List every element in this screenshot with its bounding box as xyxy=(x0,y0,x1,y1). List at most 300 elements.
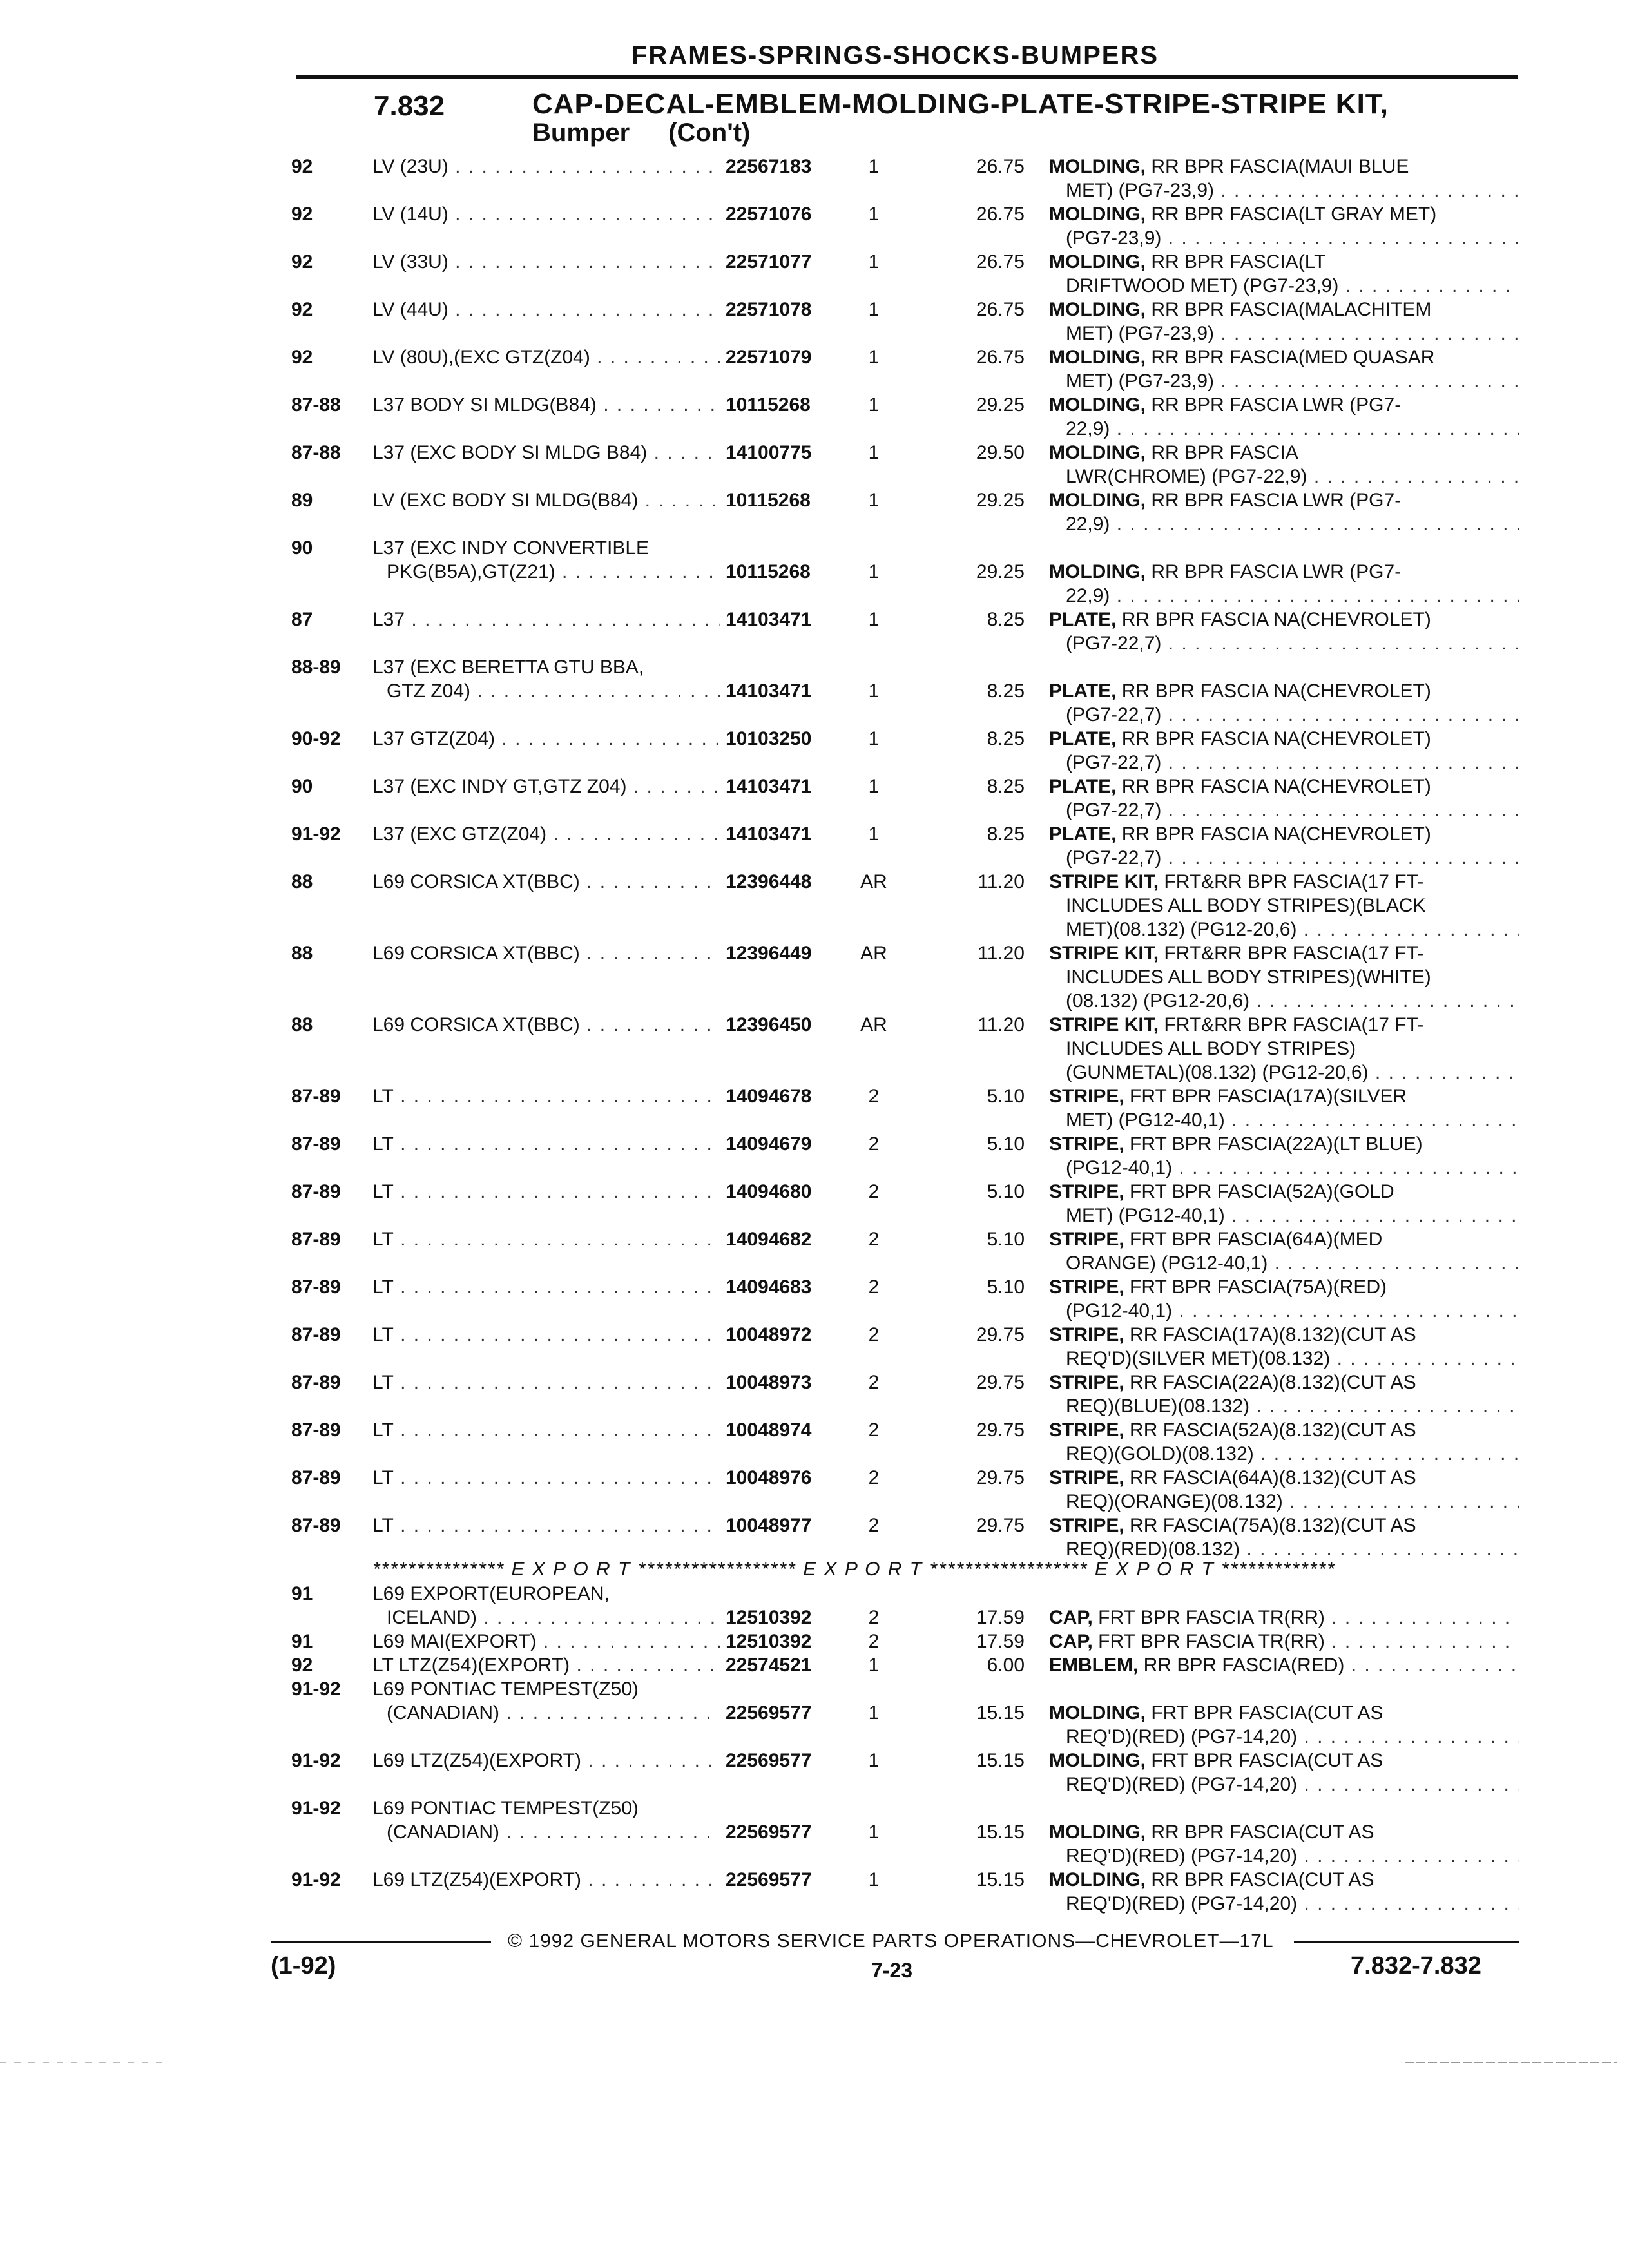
row-quantity: 2 xyxy=(868,1133,880,1155)
description-line xyxy=(1049,1418,1519,1442)
section-subtitle xyxy=(532,119,750,148)
row-description xyxy=(1049,1013,1519,1084)
description-line xyxy=(1049,1653,1519,1677)
row-year: 87-89 xyxy=(291,1324,341,1345)
description-text: RR BPR FASCIA(LT xyxy=(1146,251,1326,273)
row-quantity: AR xyxy=(860,943,887,964)
row-part-number: 14100775 xyxy=(726,442,812,463)
description-line: MET) (PG7-23,9) . . . xyxy=(1049,369,1519,393)
description-line: LWR(CHROME) (PG7-22,9) . . . xyxy=(1049,465,1519,488)
description-text: RR BPR FASCIA(LT GRAY MET) xyxy=(1146,204,1437,225)
row-part-number: 22569577 xyxy=(726,1702,812,1724)
row-model xyxy=(372,655,720,703)
row-part-number: 10048974 xyxy=(726,1419,812,1441)
row-quantity: AR xyxy=(860,1014,887,1035)
description-line xyxy=(1049,298,1519,322)
model-line: (CANADIAN) . . . xyxy=(372,1701,720,1725)
description-text: FRT&RR BPR FASCIA(17 FT- xyxy=(1159,943,1424,964)
description-text: FRT&RR BPR FASCIA(17 FT- xyxy=(1159,1014,1424,1035)
description-line: (PG7-23,9) . . . xyxy=(1049,226,1519,250)
description-text: RR BPR FASCIA NA(CHEVROLET) xyxy=(1116,609,1431,630)
description-keyword: STRIPE KIT, xyxy=(1049,1014,1159,1035)
description-line: MET)(08.132) (PG12-20,6) . . . xyxy=(1049,918,1519,941)
description-line: INCLUDES ALL BODY STRIPES) xyxy=(1066,1038,1356,1059)
description-line xyxy=(1049,679,1519,703)
description-line: REQ'D)(RED) (PG7-14,20) . . . xyxy=(1049,1844,1519,1868)
row-part-number: 22571077 xyxy=(726,251,812,273)
model-line: L37 (EXC BERETTA GTU BBA, xyxy=(372,657,644,678)
section-continued: (Con't) xyxy=(668,119,751,147)
description-line: (PG7-22,7) . . . xyxy=(1049,703,1519,727)
row-price: 8.25 xyxy=(987,609,1025,630)
row-model xyxy=(372,1370,720,1394)
row-year: 91 xyxy=(291,1631,313,1652)
description-line xyxy=(1049,155,1519,178)
description-line xyxy=(1049,1180,1519,1204)
model-line: LT . . . xyxy=(372,1275,720,1299)
row-price: 5.10 xyxy=(987,1181,1025,1202)
row-model xyxy=(372,345,720,369)
row-model xyxy=(372,1749,720,1773)
description-line: (PG7-22,7) . . . xyxy=(1049,846,1519,870)
row-model xyxy=(372,1653,720,1677)
row-year: 88-89 xyxy=(291,657,341,678)
description-keyword: EMBLEM, xyxy=(1049,1655,1139,1676)
model-line: LV (EXC BODY SI MLDG(B84) . . . xyxy=(372,488,720,512)
description-keyword: MOLDING, xyxy=(1049,299,1146,320)
row-price: 29.75 xyxy=(976,1467,1025,1488)
row-description xyxy=(1049,870,1519,941)
row-quantity: 1 xyxy=(868,680,880,702)
row-year: 92 xyxy=(291,156,313,177)
description-text: RR BPR FASCIA LWR (PG7- xyxy=(1146,394,1402,416)
row-model xyxy=(372,1180,720,1204)
row-quantity: 1 xyxy=(868,609,880,630)
model-line: LV (33U) . . . xyxy=(372,250,720,274)
model-line: L37 . . . xyxy=(372,608,720,631)
row-model xyxy=(372,941,720,965)
description-line: REQ'D)(SILVER MET)(08.132) . . . xyxy=(1049,1347,1519,1370)
row-description xyxy=(1049,1323,1519,1370)
description-keyword: MOLDING, xyxy=(1049,1869,1146,1890)
description-line xyxy=(1049,1606,1519,1629)
row-part-number: 14103471 xyxy=(726,776,812,797)
model-line: L37 (EXC INDY CONVERTIBLE xyxy=(372,537,650,559)
row-model xyxy=(372,298,720,322)
row-price: 29.75 xyxy=(976,1372,1025,1393)
row-quantity: 2 xyxy=(868,1515,880,1536)
description-keyword: STRIPE, xyxy=(1049,1086,1124,1107)
model-line: L69 CORSICA XT(BBC) . . . xyxy=(372,1013,720,1037)
description-line: 22,9) . . . xyxy=(1049,584,1519,608)
row-price: 29.50 xyxy=(976,442,1025,463)
model-line: ICELAND) . . . xyxy=(372,1606,720,1629)
description-line: (PG12-40,1) . . . xyxy=(1049,1299,1519,1323)
row-description xyxy=(1049,1180,1519,1227)
model-line: LV (44U) . . . xyxy=(372,298,720,322)
description-line xyxy=(1049,1013,1519,1037)
row-price: 15.15 xyxy=(976,1869,1025,1890)
description-text: FRT BPR FASCIA TR(RR) xyxy=(1092,1631,1325,1652)
row-price: 15.15 xyxy=(976,1750,1025,1771)
description-line xyxy=(1049,727,1519,751)
row-year: 88 xyxy=(291,871,313,892)
model-line: LT . . . xyxy=(372,1227,720,1251)
model-line: LT . . . xyxy=(372,1466,720,1490)
row-price: 29.75 xyxy=(976,1419,1025,1441)
row-price: 26.75 xyxy=(976,299,1025,320)
row-quantity: 1 xyxy=(868,204,880,225)
row-year: 87-88 xyxy=(291,394,341,416)
description-line: MET) (PG7-23,9) . . . xyxy=(1049,178,1519,202)
row-description xyxy=(1049,1653,1519,1677)
row-part-number: 22571079 xyxy=(726,347,812,368)
row-price: 8.25 xyxy=(987,680,1025,702)
description-line xyxy=(1049,1323,1519,1347)
description-line xyxy=(1049,1227,1519,1251)
row-model xyxy=(372,1514,720,1537)
footer-rule-left xyxy=(271,1941,491,1943)
description-line: REQ'D)(RED) (PG7-14,20) . . . xyxy=(1049,1892,1519,1916)
row-description xyxy=(1049,1701,1519,1749)
row-description xyxy=(1049,1227,1519,1275)
description-line xyxy=(1049,345,1519,369)
description-text: RR BPR FASCIA NA(CHEVROLET) xyxy=(1116,776,1431,797)
description-line: REQ)(ORANGE)(08.132) . . . xyxy=(1049,1490,1519,1514)
description-text: FRT BPR FASCIA(CUT AS xyxy=(1146,1702,1383,1724)
row-description xyxy=(1049,1466,1519,1514)
row-year: 87-89 xyxy=(291,1181,341,1202)
row-description xyxy=(1049,298,1519,345)
description-text: FRT BPR FASCIA(64A)(MED xyxy=(1124,1229,1383,1250)
row-price: 29.25 xyxy=(976,490,1025,511)
description-keyword: MOLDING, xyxy=(1049,1702,1146,1724)
description-keyword: MOLDING, xyxy=(1049,394,1146,416)
row-quantity: 2 xyxy=(868,1419,880,1441)
row-part-number: 12510392 xyxy=(726,1607,812,1628)
footer-page-number: 7-23 xyxy=(871,1959,913,1982)
row-price: 5.10 xyxy=(987,1133,1025,1155)
model-line: L37 GTZ(Z04) . . . xyxy=(372,727,720,751)
description-line: 22,9) . . . xyxy=(1049,417,1519,441)
row-part-number: 14103471 xyxy=(726,823,812,845)
row-quantity: 1 xyxy=(868,347,880,368)
description-line: (PG7-22,7) . . . xyxy=(1049,751,1519,774)
row-part-number: 22574521 xyxy=(726,1655,812,1676)
description-line: MET) (PG12-40,1) . . . xyxy=(1049,1108,1519,1132)
row-year: 87-89 xyxy=(291,1372,341,1393)
row-description xyxy=(1049,560,1519,608)
section-title: CAP-DECAL-EMBLEM-MOLDING-PLATE-STRIPE-STRIPE KIT, xyxy=(532,88,1389,120)
description-keyword: PLATE, xyxy=(1049,680,1117,702)
row-model xyxy=(372,1582,720,1629)
row-part-number: 12396449 xyxy=(726,943,812,964)
row-part-number: 14103471 xyxy=(726,680,812,702)
row-description xyxy=(1049,1370,1519,1418)
row-quantity: 2 xyxy=(868,1181,880,1202)
row-quantity: 2 xyxy=(868,1229,880,1250)
row-part-number: 14094680 xyxy=(726,1181,812,1202)
description-line: MET) (PG7-23,9) . . . xyxy=(1049,322,1519,345)
section-number: 7.832 xyxy=(374,90,445,122)
row-model xyxy=(372,1418,720,1442)
row-model xyxy=(372,155,720,178)
model-line: L37 (EXC INDY GT,GTZ Z04) . . . xyxy=(372,774,720,798)
description-keyword: STRIPE KIT, xyxy=(1049,871,1159,892)
row-price: 29.75 xyxy=(976,1515,1025,1536)
model-line: L69 LTZ(Z54)(EXPORT) . . . xyxy=(372,1749,720,1773)
model-line: L69 CORSICA XT(BBC) . . . xyxy=(372,870,720,894)
model-line: L69 EXPORT(EUROPEAN, xyxy=(372,1583,610,1604)
description-text: RR BPR FASCIA NA(CHEVROLET) xyxy=(1116,680,1431,702)
description-line: (08.132) (PG12-20,6) . . . xyxy=(1049,989,1519,1013)
row-quantity: 2 xyxy=(868,1372,880,1393)
row-quantity: 2 xyxy=(868,1276,880,1298)
model-line: LT . . . xyxy=(372,1514,720,1537)
row-description xyxy=(1049,727,1519,774)
row-year: 92 xyxy=(291,204,313,225)
row-year: 92 xyxy=(291,347,313,368)
row-part-number: 10048977 xyxy=(726,1515,812,1536)
description-line xyxy=(1049,1370,1519,1394)
description-line xyxy=(1049,608,1519,631)
row-part-number: 22567183 xyxy=(726,156,812,177)
row-description xyxy=(1049,1132,1519,1180)
row-part-number: 12396448 xyxy=(726,871,812,892)
row-year: 90 xyxy=(291,537,313,559)
row-price: 5.10 xyxy=(987,1276,1025,1298)
row-model xyxy=(372,1013,720,1037)
description-line: REQ)(BLUE)(08.132) . . . xyxy=(1049,1394,1519,1418)
description-keyword: MOLDING, xyxy=(1049,1821,1146,1843)
row-quantity: 1 xyxy=(868,1655,880,1676)
description-line xyxy=(1049,393,1519,417)
row-quantity: 2 xyxy=(868,1086,880,1107)
row-year: 91-92 xyxy=(291,1678,341,1700)
row-quantity: 1 xyxy=(868,490,880,511)
description-keyword: STRIPE, xyxy=(1049,1133,1124,1155)
description-line: (PG7-22,7) . . . xyxy=(1049,631,1519,655)
row-price: 11.20 xyxy=(978,871,1025,892)
description-text: FRT&RR BPR FASCIA(17 FT- xyxy=(1159,871,1424,892)
description-line xyxy=(1049,1466,1519,1490)
description-line xyxy=(1049,1749,1519,1773)
description-line: INCLUDES ALL BODY STRIPES)(WHITE) xyxy=(1066,966,1431,988)
description-keyword: STRIPE, xyxy=(1049,1467,1124,1488)
description-line xyxy=(1049,1275,1519,1299)
model-line: L37 BODY SI MLDG(B84) . . . xyxy=(372,393,720,417)
row-part-number: 14094682 xyxy=(726,1229,812,1250)
row-part-number: 22569577 xyxy=(726,1869,812,1890)
row-description xyxy=(1049,1606,1519,1629)
model-line: L37 (EXC GTZ(Z04) . . . xyxy=(372,822,720,846)
model-line: LV (80U),(EXC GTZ(Z04) . . . xyxy=(372,345,720,369)
row-part-number: 10048973 xyxy=(726,1372,812,1393)
description-text: FRT BPR FASCIA(CUT AS xyxy=(1146,1750,1383,1771)
row-year: 88 xyxy=(291,943,313,964)
description-line: REQ'D)(RED) (PG7-14,20) . . . xyxy=(1049,1725,1519,1749)
row-model xyxy=(372,822,720,846)
row-year: 90-92 xyxy=(291,728,341,749)
scan-artifact xyxy=(0,2062,168,2063)
row-description xyxy=(1049,250,1519,298)
model-line: L69 CORSICA XT(BBC) . . . xyxy=(372,941,720,965)
header-rule xyxy=(296,75,1518,79)
description-line xyxy=(1049,1084,1519,1108)
description-line xyxy=(1049,1132,1519,1156)
description-line xyxy=(1049,941,1519,965)
row-year: 92 xyxy=(291,1655,313,1676)
row-model xyxy=(372,608,720,631)
model-line: L69 PONTIAC TEMPEST(Z50) xyxy=(372,1678,639,1700)
row-model xyxy=(372,536,720,584)
row-year: 91-92 xyxy=(291,1869,341,1890)
row-quantity: 1 xyxy=(868,251,880,273)
scan-artifact xyxy=(1405,2062,1617,2063)
model-line: LV (14U) . . . xyxy=(372,202,720,226)
row-part-number: 22571078 xyxy=(726,299,812,320)
row-model xyxy=(372,441,720,465)
page-header-title: FRAMES-SPRINGS-SHOCKS-BUMPERS xyxy=(631,41,1159,70)
row-year: 88 xyxy=(291,1014,313,1035)
row-description xyxy=(1049,488,1519,536)
row-price: 6.00 xyxy=(987,1655,1025,1676)
description-keyword: MOLDING, xyxy=(1049,347,1146,368)
description-line xyxy=(1049,822,1519,846)
description-text: RR FASCIA(64A)(8.132)(CUT AS xyxy=(1124,1467,1416,1488)
row-part-number: 10103250 xyxy=(726,728,812,749)
row-description xyxy=(1049,393,1519,441)
description-line xyxy=(1049,488,1519,512)
row-model xyxy=(372,393,720,417)
row-description xyxy=(1049,822,1519,870)
row-price: 26.75 xyxy=(976,156,1025,177)
row-price: 29.75 xyxy=(976,1324,1025,1345)
description-text: RR FASCIA(52A)(8.132)(CUT AS xyxy=(1124,1419,1416,1441)
row-year: 92 xyxy=(291,299,313,320)
row-price: 5.10 xyxy=(987,1229,1025,1250)
description-keyword: CAP, xyxy=(1049,1607,1093,1628)
row-description xyxy=(1049,441,1519,488)
description-line xyxy=(1049,1514,1519,1537)
model-line: LV (23U) . . . xyxy=(372,155,720,178)
row-model xyxy=(372,1132,720,1156)
description-text: FRT BPR FASCIA TR(RR) xyxy=(1092,1607,1325,1628)
row-quantity: 1 xyxy=(868,442,880,463)
row-part-number: 14103471 xyxy=(726,609,812,630)
description-line: 22,9) . . . xyxy=(1049,512,1519,536)
row-price: 29.25 xyxy=(976,561,1025,582)
description-text: FRT BPR FASCIA(52A)(GOLD xyxy=(1124,1181,1394,1202)
description-keyword: PLATE, xyxy=(1049,728,1117,749)
description-text: RR BPR FASCIA LWR (PG7- xyxy=(1146,490,1402,511)
row-model xyxy=(372,774,720,798)
row-quantity: 1 xyxy=(868,1821,880,1843)
model-line: (CANADIAN) . . . xyxy=(372,1820,720,1844)
model-line: LT . . . xyxy=(372,1323,720,1347)
export-separator: *************** E X P O R T ****************** E X P O R T ****************** E X P O R T ************* xyxy=(372,1559,1336,1580)
description-line: REQ'D)(RED) (PG7-14,20) . . . xyxy=(1049,1773,1519,1796)
row-part-number: 10115268 xyxy=(726,561,811,582)
description-text: RR BPR FASCIA xyxy=(1146,442,1298,463)
row-part-number: 10048972 xyxy=(726,1324,812,1345)
model-line: L69 PONTIAC TEMPEST(Z50) xyxy=(372,1798,639,1819)
description-line: ORANGE) (PG12-40,1) . . . xyxy=(1049,1251,1519,1275)
section-subtitle-text: Bumper xyxy=(532,119,630,147)
row-quantity: 1 xyxy=(868,156,880,177)
row-year: 92 xyxy=(291,251,313,273)
description-line xyxy=(1049,202,1519,226)
row-model xyxy=(372,488,720,512)
row-quantity: 1 xyxy=(868,561,880,582)
row-quantity: 1 xyxy=(868,823,880,845)
row-part-number: 22569577 xyxy=(726,1750,812,1771)
row-part-number: 10115268 xyxy=(726,394,811,416)
description-text: RR BPR FASCIA NA(CHEVROLET) xyxy=(1116,823,1431,845)
footer-section-range: 7.832-7.832 xyxy=(1351,1952,1481,1979)
description-text: RR BPR FASCIA(MALACHITEM xyxy=(1146,299,1432,320)
model-line: L69 MAI(EXPORT) . . . xyxy=(372,1629,720,1653)
row-quantity: 1 xyxy=(868,728,880,749)
description-text: FRT BPR FASCIA(17A)(SILVER xyxy=(1124,1086,1407,1107)
description-line: DRIFTWOOD MET) (PG7-23,9) . . . xyxy=(1049,274,1519,298)
model-line: PKG(B5A),GT(Z21) . . . xyxy=(372,560,720,584)
row-description xyxy=(1049,1868,1519,1916)
model-line: GTZ Z04) . . . xyxy=(372,679,720,703)
row-price: 15.15 xyxy=(976,1821,1025,1843)
row-price: 26.75 xyxy=(976,347,1025,368)
description-keyword: MOLDING, xyxy=(1049,251,1146,273)
description-keyword: MOLDING, xyxy=(1049,204,1146,225)
row-year: 89 xyxy=(291,490,313,511)
description-keyword: STRIPE, xyxy=(1049,1181,1124,1202)
description-line xyxy=(1049,1629,1519,1653)
row-year: 91-92 xyxy=(291,1798,341,1819)
description-text: RR FASCIA(17A)(8.132)(CUT AS xyxy=(1124,1324,1416,1345)
row-quantity: 1 xyxy=(868,394,880,416)
description-line: (GUNMETAL)(08.132) (PG12-20,6) . . . xyxy=(1049,1061,1519,1084)
description-keyword: STRIPE, xyxy=(1049,1324,1124,1345)
row-price: 26.75 xyxy=(976,251,1025,273)
footer-date: (1-92) xyxy=(271,1952,336,1979)
description-keyword: STRIPE KIT, xyxy=(1049,943,1159,964)
row-description xyxy=(1049,1514,1519,1561)
row-year: 87-89 xyxy=(291,1133,341,1155)
row-price: 11.20 xyxy=(978,1014,1025,1035)
description-text: RR BPR FASCIA(RED) xyxy=(1138,1655,1345,1676)
row-description xyxy=(1049,1820,1519,1868)
description-keyword: MOLDING, xyxy=(1049,1750,1146,1771)
row-model xyxy=(372,1796,720,1844)
row-description xyxy=(1049,1418,1519,1466)
row-year: 91-92 xyxy=(291,823,341,845)
row-quantity: 1 xyxy=(868,1750,880,1771)
description-line: INCLUDES ALL BODY STRIPES)(BLACK xyxy=(1066,895,1426,916)
description-keyword: MOLDING, xyxy=(1049,490,1146,511)
row-year: 91 xyxy=(291,1583,313,1604)
row-part-number: 12396450 xyxy=(726,1014,812,1035)
row-description xyxy=(1049,1629,1519,1653)
description-line: REQ)(GOLD)(08.132) . . . xyxy=(1049,1442,1519,1466)
row-part-number: 12510392 xyxy=(726,1631,812,1652)
description-line xyxy=(1049,774,1519,798)
row-price: 8.25 xyxy=(987,728,1025,749)
description-keyword: MOLDING, xyxy=(1049,442,1146,463)
description-keyword: STRIPE, xyxy=(1049,1515,1124,1536)
row-year: 87-89 xyxy=(291,1086,341,1107)
row-description xyxy=(1049,941,1519,1013)
description-line: (PG7-22,7) . . . xyxy=(1049,798,1519,822)
